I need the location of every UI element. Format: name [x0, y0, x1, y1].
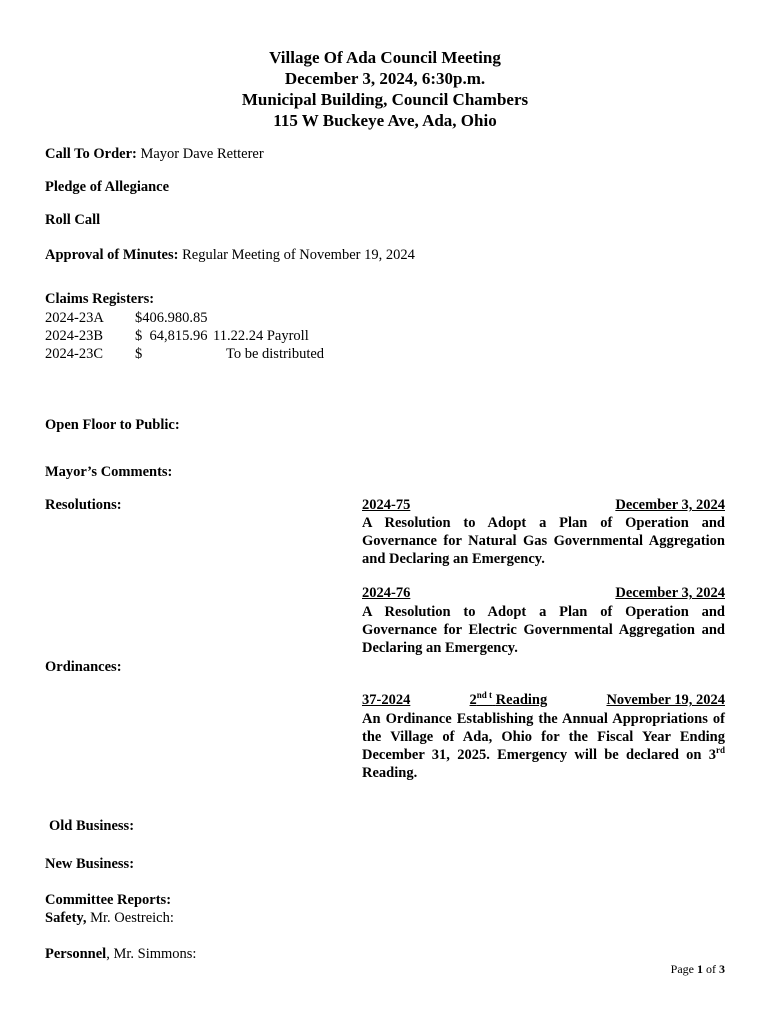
- meeting-address: 115 W Buckeye Ave, Ada, Ohio: [273, 111, 497, 130]
- reading-word: Reading: [495, 692, 548, 708]
- claims-note: 11.22.24 Payroll: [213, 328, 309, 344]
- ordinance-reading: [470, 692, 548, 709]
- resolution-header: [362, 497, 725, 514]
- page-word: Page: [670, 962, 694, 976]
- page-total: 3: [719, 962, 725, 976]
- personnel-value: , Mr. Simmons:: [106, 946, 197, 962]
- page-number: [671, 962, 725, 977]
- resolution-text: A Resolution to Adopt a Plan of Operation and Governance for Electric Governmental Aggregation and Declaring an Emergency.: [362, 604, 725, 656]
- ordinances-heading: Ordinances:: [45, 659, 122, 675]
- claims-id: 2024-23B: [45, 328, 103, 344]
- safety-value: Mr. Oestreich:: [90, 910, 174, 926]
- claims-amount: $ 64,815.96: [135, 328, 208, 344]
- open-floor-heading: Open Floor to Public:: [45, 417, 180, 433]
- resolution-date: December 3, 2024: [615, 497, 725, 513]
- ordinance-text-sup: rd: [716, 745, 725, 756]
- claims-note: To be distributed: [226, 346, 325, 362]
- meeting-date: December 3, 2024, 6:30p.m.: [284, 69, 486, 88]
- call-to-order: [45, 146, 264, 163]
- of-word: of: [706, 962, 716, 976]
- pledge-heading: Pledge of Allegiance: [45, 179, 170, 195]
- resolution-number: 2024-75: [362, 497, 411, 513]
- old-business-heading: Old Business:: [49, 818, 135, 834]
- reading-suffix: nd t: [476, 690, 493, 701]
- ordinance-text-main: An Ordinance Establishing the Annual Appropriations of the Village of Ada, Ohio for the Fiscal Year Ending December 31, 2025. Emergency will be declared on 3: [362, 711, 725, 763]
- approval-of-minutes: [45, 247, 415, 264]
- claims-amount: $: [135, 346, 143, 362]
- call-to-order-value: Mayor Dave Retterer: [140, 146, 264, 162]
- claims-amount: $406.980.85: [135, 310, 208, 326]
- page-current: 1: [697, 962, 703, 976]
- ordinance-date: November 19, 2024: [606, 692, 725, 708]
- personnel-label: Personnel: [45, 946, 107, 962]
- call-to-order-label: Call To Order:: [45, 146, 137, 162]
- mayors-comments-heading: Mayor’s Comments:: [45, 464, 173, 480]
- meeting-location: Municipal Building, Council Chambers: [241, 90, 529, 109]
- resolution-date: December 3, 2024: [615, 585, 725, 601]
- new-business-heading: New Business:: [45, 856, 135, 872]
- claims-heading: Claims Registers:: [45, 291, 155, 307]
- resolutions-heading: Resolutions:: [45, 497, 122, 513]
- reading-number: 2: [469, 692, 477, 708]
- ordinance-text: [362, 710, 725, 782]
- roll-call-heading: Roll Call: [45, 212, 101, 228]
- approval-label: Approval of Minutes:: [45, 247, 179, 263]
- safety-report: [45, 910, 174, 927]
- claims-id: 2024-23A: [45, 310, 104, 326]
- personnel-report: [45, 946, 196, 963]
- safety-label: Safety,: [45, 910, 87, 926]
- approval-value: Regular Meeting of November 19, 2024: [182, 247, 415, 263]
- resolution-text: A Resolution to Adopt a Plan of Operation and Governance for Natural Gas Governmental Aggregation and Declaring an Emergency.: [362, 515, 725, 567]
- resolution-header: [362, 585, 725, 602]
- ordinance-number: 37-2024: [362, 692, 411, 708]
- claims-id: 2024-23C: [45, 346, 103, 362]
- ordinance-text-end: Reading.: [362, 765, 418, 781]
- meeting-title: Village Of Ada Council Meeting: [269, 48, 501, 67]
- committee-reports-heading: Committee Reports:: [45, 892, 172, 908]
- ordinance-header: [362, 692, 725, 709]
- resolution-number: 2024-76: [362, 585, 411, 601]
